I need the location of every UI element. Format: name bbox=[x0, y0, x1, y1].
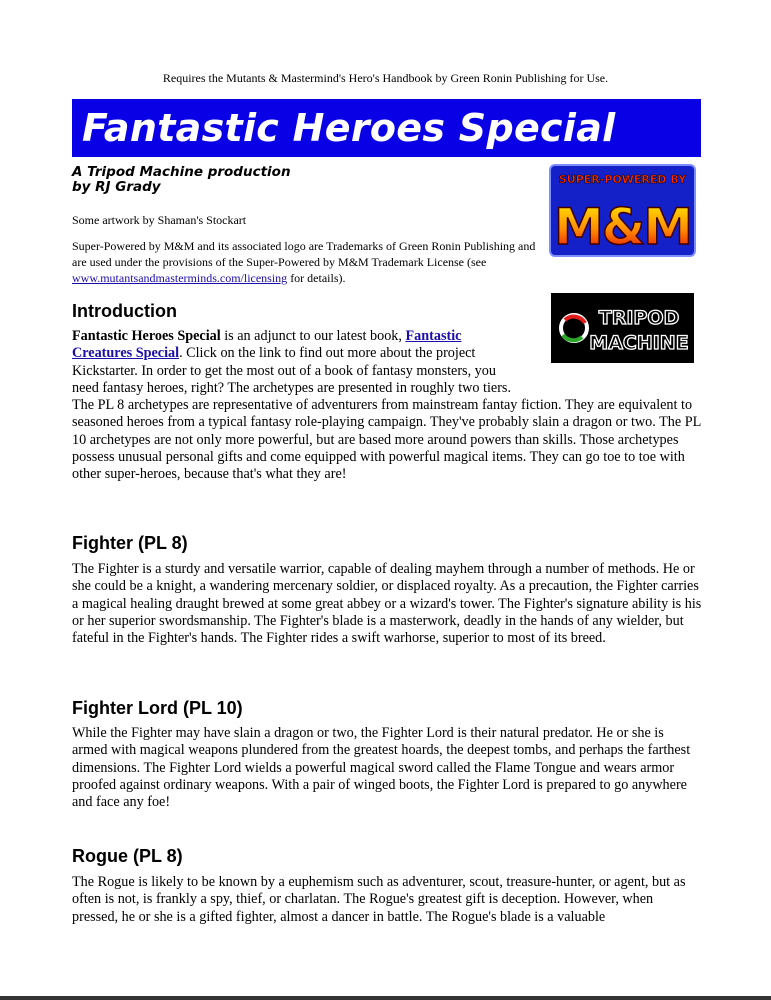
fighter-paragraph: The Fighter is a sturdy and versatile warrior, capable of dealing mayhem through a number of methods. He or she could be a knight, a wandering mercenary soldier, or displaced royalty. As a precaution, the Fighter carries a magical healing draught brewed at some great abbey or a wizard's tower. The Fighter's signature ability is his or her superior swordsmanship. The Fighter's blade is a masterwork, deadly in the hands of any wielder, but fateful in the Fighter's hands. The Fighter rides a swift warhorse, superior to most of its breed. bbox=[72, 561, 702, 647]
intro-text-1: is an adjunct to our latest book, bbox=[220, 328, 406, 344]
fighter-lord-paragraph: While the Fighter may have slain a dragon or two, the Fighter Lord is their natural predator. He or she is armed with magical weapons plundered from the greatest hoards, the deepest tombs, and perhaps the farthest dimensions. The Fighter Lord wields a powerful magical sword called the Flame Tongue and wears armor proofed against ordinary weapons. With a pair of winged boots, the Fighter Lord is prepared to go anywhere and face any foe! bbox=[72, 725, 691, 811]
heading-rogue: Rogue (PL 8) bbox=[72, 846, 183, 866]
intro-text-2: . Click on the link to find out more about the project Kickstarter. In order to get the most out of a book of fantasy monsters, you need fantasy heroes, right? The archetypes are presented in roughly two tiers. The PL 8 archetypes are representative of adventurers from mainstream fantay fiction. They are equivalent to seasoned heroes from a typical fantasy role-playing campaign. They've probably slain a dragon or two. The PL 10 archetypes are not only more powerful, but are based more around powers than skills. Those archetypes possess unusual personal gifts and come equipped with powerful magical items. They can go toe to toe with other super-heroes, because that's what they are! bbox=[72, 345, 701, 483]
requirement-note: Requires the Mutants & Mastermind's Hero's Handbook by Green Ronin Publishing for Use. bbox=[162, 71, 609, 85]
introduction-paragraph bbox=[72, 328, 702, 484]
fantastic-creatures-link[interactable]: Fantastic Creatures Special bbox=[72, 328, 462, 362]
title-banner bbox=[72, 99, 701, 157]
production-credit: A Tripod Machine production bbox=[72, 164, 291, 180]
trademark-notice bbox=[72, 238, 542, 286]
trademark-text-before: Super-Powered by M&M and its associated logo are Trademarks of Green Ronin Publishing and are used under the provisions of the Super-Powered by M&M Trademark License (see bbox=[72, 239, 536, 269]
mm-logo-main-text: M&M bbox=[553, 198, 692, 255]
heading-fighter: Fighter (PL 8) bbox=[72, 533, 188, 553]
page-bottom-border bbox=[0, 996, 771, 1000]
author-credit: by RJ Grady bbox=[72, 179, 161, 195]
artwork-credit: Some artwork by Shaman's Stockart bbox=[72, 213, 247, 227]
byline bbox=[72, 165, 532, 195]
heading-introduction: Introduction bbox=[72, 301, 177, 321]
super-powered-mm-logo bbox=[549, 164, 696, 257]
page-title: Fantastic Heroes Special bbox=[82, 106, 616, 150]
mm-logo-top-text: SUPER-POWERED BY bbox=[558, 173, 687, 186]
tripod-logo-line1: TRIPOD bbox=[598, 307, 680, 329]
intro-bold-lead: Fantastic Heroes Special bbox=[72, 328, 221, 344]
heading-fighter-lord: Fighter Lord (PL 10) bbox=[72, 698, 243, 718]
rogue-paragraph: The Rogue is likely to be known by a euphemism such as adventurer, scout, treasure-hunter, or agent, but as often is not, is frankly a spy, thief, or charlatan. The Rogue's greatest gift is deception. However, when pressed, he or she is a gifted fighter, almost a dancer in battle. The Rogue's blade is a valuable bbox=[72, 874, 686, 925]
tripod-logo-line2: MACHINE bbox=[589, 332, 689, 354]
licensing-link[interactable]: www.mutantsandmasterminds.com/licensing bbox=[72, 271, 288, 285]
trademark-text-after: for details). bbox=[287, 271, 346, 285]
